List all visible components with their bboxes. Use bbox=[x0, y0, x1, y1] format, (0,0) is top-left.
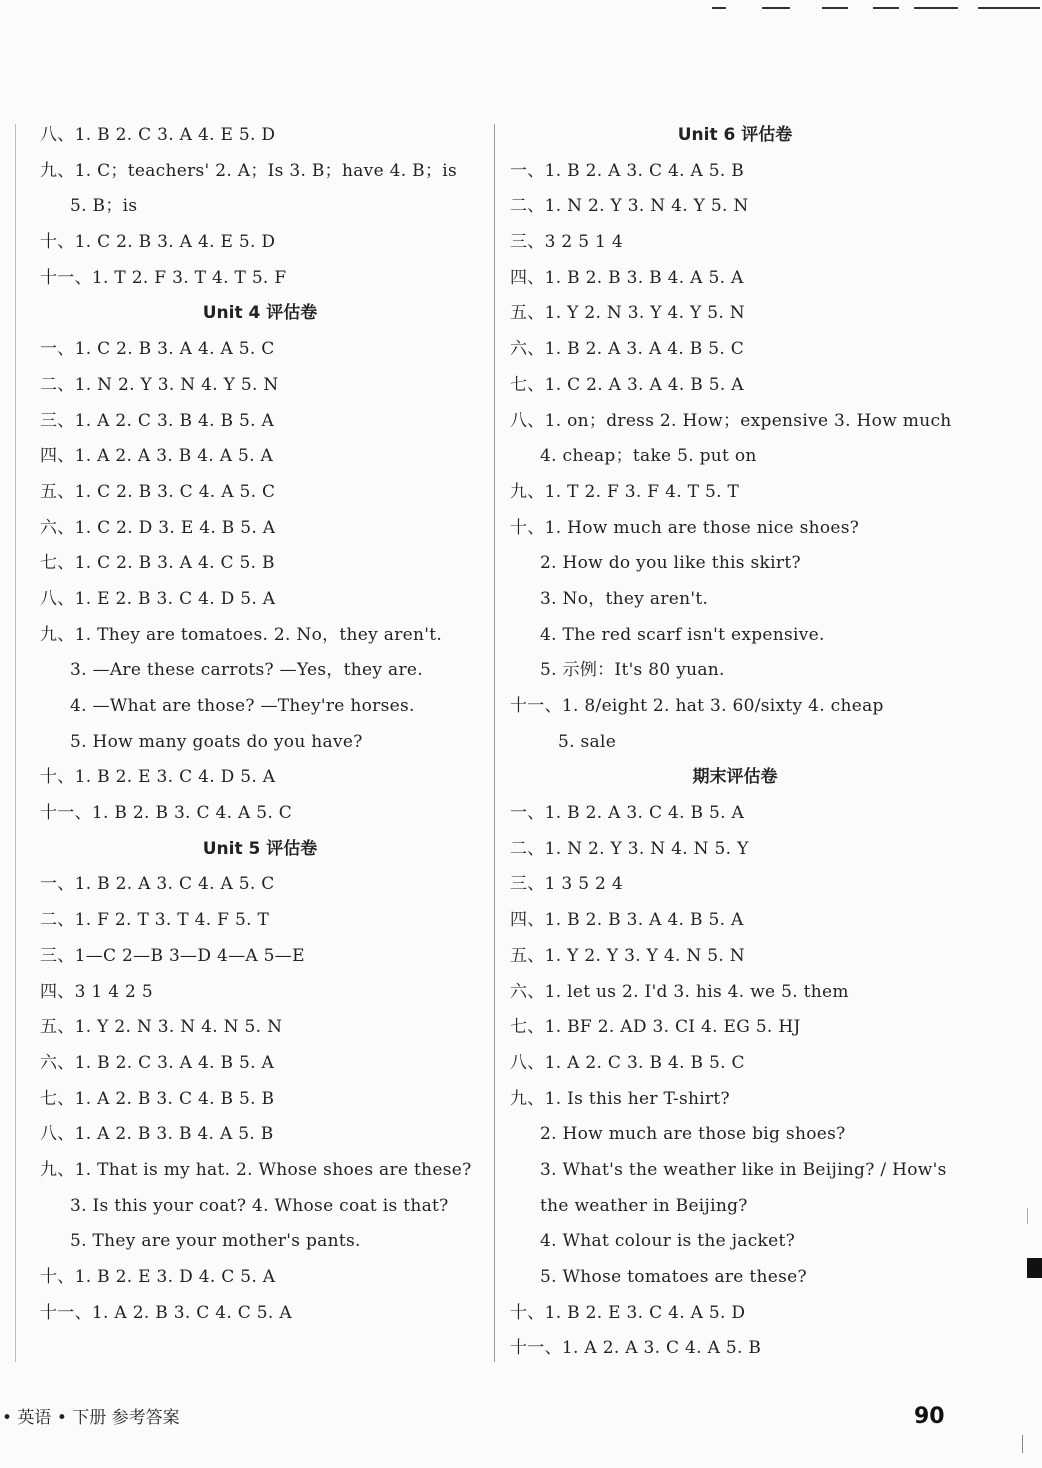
answer-line: 十、1. B 2. E 3. C 4. D 5. A bbox=[40, 767, 276, 788]
answer-line: 二、1. N 2. Y 3. N 4. Y 5. N bbox=[40, 374, 279, 395]
answer-line: 六、1. let us 2. I'd 3. his 4. we 5. them bbox=[510, 981, 849, 1002]
answer-line: 八、1. A 2. C 3. B 4. B 5. C bbox=[510, 1052, 745, 1073]
answer-line: 七、1. C 2. A 3. A 4. B 5. A bbox=[510, 374, 744, 395]
answer-line: 三、1 3 5 2 4 bbox=[510, 874, 623, 895]
answer-line: 一、1. B 2. A 3. C 4. A 5. C bbox=[40, 874, 275, 895]
left-column bbox=[40, 118, 480, 1331]
answer-line: 六、1. B 2. C 3. A 4. B 5. A bbox=[40, 1052, 275, 1073]
answer-line: 八、1. E 2. B 3. C 4. D 5. A bbox=[40, 588, 276, 609]
footer-label: • 英语 • 下册 参考答案 bbox=[2, 1408, 180, 1428]
answer-line: 十、1. C 2. B 3. A 4. E 5. D bbox=[40, 232, 276, 253]
answer-line: 5. Whose tomatoes are these? bbox=[540, 1267, 807, 1287]
answer-line: 九、1. Is this her T-shirt? bbox=[510, 1088, 730, 1109]
answer-line: 5. They are your mother's pants. bbox=[70, 1231, 361, 1252]
answer-line: 3. What's the weather like in Beijing? / How's bbox=[540, 1159, 947, 1180]
column-divider bbox=[494, 124, 495, 1362]
answer-line: 四、1. B 2. B 3. A 4. B 5. A bbox=[510, 910, 744, 931]
answer-line: 十一、1. 8/eight 2. hat 3. 60/sixty 4. cheap bbox=[510, 696, 884, 716]
edge-tick-mark bbox=[1022, 1435, 1023, 1453]
answer-line: 十一、1. B 2. B 3. C 4. A 5. C bbox=[40, 803, 293, 824]
answer-line: 八、1. B 2. C 3. A 4. E 5. D bbox=[40, 125, 276, 145]
answer-line: 3. No，they aren't. bbox=[540, 588, 709, 609]
answer-line: 2. How do you like this skirt? bbox=[540, 553, 801, 574]
right-column bbox=[510, 118, 960, 1367]
registration-mark bbox=[1027, 1258, 1042, 1278]
answer-line: 5. 示例：It's 80 yuan. bbox=[540, 660, 725, 681]
answer-line: 二、1. F 2. T 3. T 4. F 5. T bbox=[40, 910, 270, 931]
answer-line: 九、1. C；teachers' 2. A；Is 3. B；have 4. B；is bbox=[40, 160, 458, 181]
answer-line: 3. Is this your coat? 4. Whose coat is that? bbox=[70, 1195, 449, 1216]
answer-line: 4. What colour is the jacket? bbox=[540, 1231, 796, 1252]
section-heading: 期末评估卷 bbox=[692, 767, 778, 788]
answer-line: 五、1. Y 2. N 3. N 4. N 5. N bbox=[40, 1017, 283, 1038]
answer-line: 三、1. A 2. C 3. B 4. B 5. A bbox=[40, 410, 275, 431]
left-margin-rule bbox=[15, 124, 16, 1362]
answer-line: 十、1. How much are those nice shoes? bbox=[510, 517, 860, 538]
top-crop-marks bbox=[0, 0, 1042, 20]
answer-line: 九、1. T 2. F 3. F 4. T 5. T bbox=[510, 481, 740, 502]
answer-line: 八、1. on；dress 2. How；expensive 3. How much bbox=[510, 410, 952, 431]
answer-line: 十、1. B 2. E 3. C 4. A 5. D bbox=[510, 1302, 746, 1323]
page-number: 90 bbox=[914, 1404, 945, 1429]
answer-line: 三、1—C 2—B 3—D 4—A 5—E bbox=[40, 945, 305, 966]
answer-line: 5. How many goats do you have? bbox=[70, 731, 363, 752]
answer-line: 4. cheap；take 5. put on bbox=[540, 446, 757, 467]
answer-line: 4. —What are those? —They're horses. bbox=[70, 696, 415, 716]
answer-line: 三、3 2 5 1 4 bbox=[510, 232, 623, 253]
section-heading: Unit 5 评估卷 bbox=[202, 838, 318, 859]
answer-line: 九、1. They are tomatoes. 2. No，they aren't. bbox=[40, 624, 443, 645]
section-heading: Unit 4 评估卷 bbox=[202, 303, 318, 324]
answer-line: 七、1. BF 2. AD 3. CI 4. EG 5. HJ bbox=[510, 1017, 801, 1038]
answer-line: 一、1. C 2. B 3. A 4. A 5. C bbox=[40, 339, 275, 360]
answer-line: 五、1. Y 2. N 3. Y 4. Y 5. N bbox=[510, 303, 745, 324]
answer-line: 十、1. B 2. E 3. D 4. C 5. A bbox=[40, 1267, 276, 1287]
answer-line: 二、1. N 2. Y 3. N 4. N 5. Y bbox=[510, 838, 749, 859]
answer-line: 5. sale bbox=[558, 731, 617, 752]
answer-line: 七、1. A 2. B 3. C 4. B 5. B bbox=[40, 1088, 275, 1109]
answer-line: 4. The red scarf isn't expensive. bbox=[540, 624, 825, 645]
answer-line: 六、1. C 2. D 3. E 4. B 5. A bbox=[40, 517, 276, 538]
answer-line: 四、3 1 4 2 5 bbox=[40, 981, 153, 1002]
answer-line: 七、1. C 2. B 3. A 4. C 5. B bbox=[40, 553, 275, 574]
answer-line: 四、1. B 2. B 3. B 4. A 5. A bbox=[510, 267, 744, 288]
answer-line: 四、1. A 2. A 3. B 4. A 5. A bbox=[40, 446, 274, 467]
answer-line: 六、1. B 2. A 3. A 4. B 5. C bbox=[510, 339, 745, 360]
answer-line: 一、1. B 2. A 3. C 4. A 5. B bbox=[510, 160, 745, 181]
answer-line: 2. How much are those big shoes? bbox=[540, 1124, 846, 1145]
answer-line: 5. B；is bbox=[70, 196, 138, 217]
answer-line: 五、1. C 2. B 3. C 4. A 5. C bbox=[40, 481, 276, 502]
answer-line: 一、1. B 2. A 3. C 4. B 5. A bbox=[510, 803, 745, 824]
edge-tick-mark bbox=[1027, 1208, 1028, 1224]
answer-line: 十一、1. A 2. A 3. C 4. A 5. B bbox=[510, 1338, 762, 1359]
answer-line: 九、1. That is my hat. 2. Whose shoes are these? bbox=[40, 1159, 472, 1180]
answer-line: 十一、1. T 2. F 3. T 4. T 5. F bbox=[40, 267, 287, 288]
section-heading: Unit 6 评估卷 bbox=[677, 125, 793, 145]
answer-line: 八、1. A 2. B 3. B 4. A 5. B bbox=[40, 1124, 274, 1145]
answer-line: the weather in Beijing? bbox=[540, 1195, 748, 1216]
answer-line: 二、1. N 2. Y 3. N 4. Y 5. N bbox=[510, 196, 749, 217]
answer-line: 五、1. Y 2. Y 3. Y 4. N 5. N bbox=[510, 945, 745, 966]
answer-line: 3. —Are these carrots? —Yes，they are. bbox=[70, 660, 423, 681]
answer-line: 十一、1. A 2. B 3. C 4. C 5. A bbox=[40, 1302, 292, 1323]
